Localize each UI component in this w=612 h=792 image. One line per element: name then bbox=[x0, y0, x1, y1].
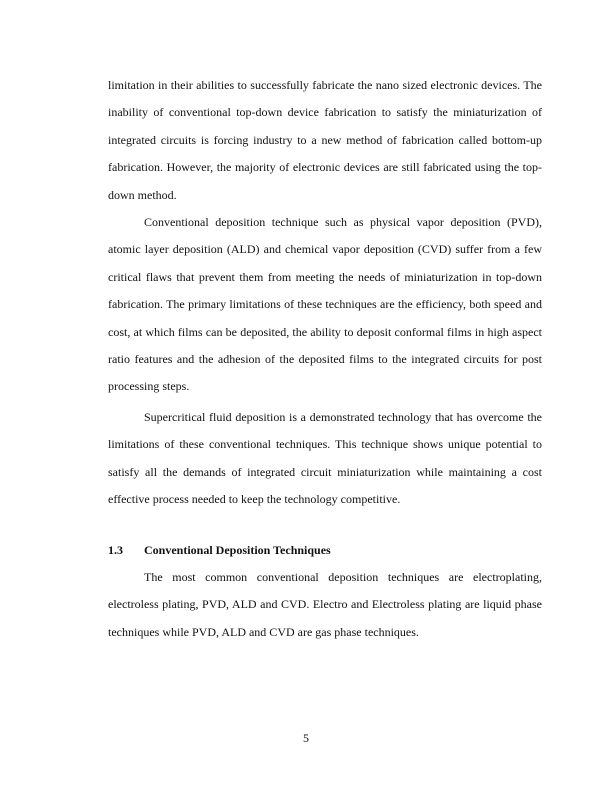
page-number: 5 bbox=[303, 731, 309, 745]
section-number: 1.3 bbox=[108, 543, 123, 557]
section-title: Conventional Deposition Techniques bbox=[144, 543, 331, 557]
paragraph-supercritical-fluid-deposition: Supercritical fluid deposition is a demonstrated technology that has overcome the limitations of these conventional techniques. This technique shows unique potential to satisfy all the demands of integrated circuit miniaturization while maintaining a cost effective process needed to keep the technology competitive. bbox=[108, 410, 542, 507]
paragraph-continuation: limitation in their abilities to successfully fabricate the nano sized electronic devices. The inability of conventional top-down device fabrication to satisfy the miniaturization of integrated circuits is forcing industry to a new method of fabrication called bottom-up fabrication. However, the majority of electronic devices are still fabricated using the top-down method. bbox=[108, 78, 542, 202]
section-heading bbox=[108, 537, 542, 564]
paragraph-conventional-deposition-flaws: Conventional deposition technique such as physical vapor deposition (PVD), atomic layer deposition (ALD) and chemical vapor deposition (CVD) suffer from a few critical flaws that prevent them from meeting the needs of miniaturization in top-down fabrication. The primary limitations of these techniques are the efficiency, both speed and cost, at which films can be deposited, the ability to deposit conformal films in high aspect ratio features and the adhesion of the deposited films to the integrated circuits for post processing steps. bbox=[108, 215, 542, 394]
paragraph-common-techniques: The most common conventional deposition techniques are electroplating, electroless plating, PVD, ALD and CVD. Electro and Electroless plating are liquid phase techniques while PVD, ALD and CVD are gas phase techniques. bbox=[108, 570, 542, 639]
